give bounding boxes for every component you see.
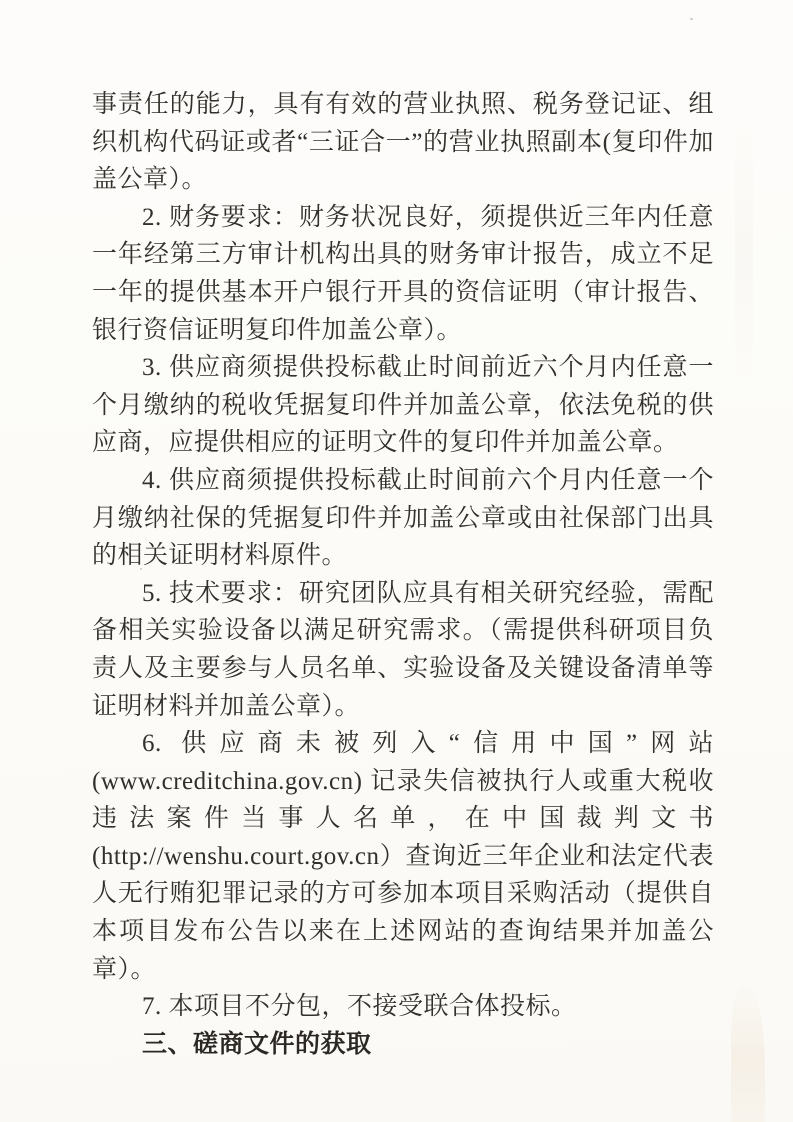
- scan-artifact-streak: [735, 120, 753, 380]
- section-heading-document-acquisition: 三、磋商文件的获取: [142, 1030, 372, 1058]
- scan-artifact-smudge: [731, 982, 765, 1122]
- paragraph-item-7-no-subcontract: 7. 本项目不分包，不接受联合体投标。: [142, 993, 577, 1021]
- document-body: [92, 86, 714, 1063]
- paragraph-item-5-technical-requirement: 5. 技术要求：研究团队应具有相关研究经验，需配备相关实验设备以满足研究需求。（需提供科研项目负责人及主要参与人员名单、实验设备及关键设备清单等证明材料并加盖公章）。: [92, 579, 714, 720]
- paragraph-item-6-credit-china: 6. 供应商未被列入“信用中国”网站(www.creditchina.gov.cn) 记录失信被执行人或重大税收违法案件当事人名单，在中国裁判文书(http://wenshu.court.gov.cn）查询近三年企业和法定代表人无行贿犯罪记录的方可参加本项目采购活动（提供自本项目发布公告以来在上述网站的查询结果并加盖公章）。: [92, 730, 714, 983]
- scan-artifact-speck: [690, 18, 693, 20]
- paragraph-item-4-social-security: 4. 供应商须提供投标截止时间前六个月内任意一个月缴纳社保的凭据复印件并加盖公章或由社保部门出具的相关证明材料原件。: [92, 466, 714, 570]
- paragraph-item-3-tax-receipts: 3. 供应商须提供投标截止时间前近六个月内任意一个月缴纳的税收凭据复印件并加盖公章，依法免税的供应商，应提供相应的证明文件的复印件并加盖公章。: [92, 354, 714, 457]
- paragraph-item-2-financial-requirement: 2. 财务要求：财务状况良好，须提供近三年内任意一年经第三方审计机构出具的财务审计报告，成立不足一年的提供基本开户银行开具的资信证明（审计报告、银行资信证明复印件加盖公章）。: [92, 203, 714, 344]
- paragraph-qualification-continuation: 事责任的能力，具有有效的营业执照、税务登记证、组织机构代码证或者“三证合一”的营业执照副本(复印件加盖公章）。: [92, 91, 714, 194]
